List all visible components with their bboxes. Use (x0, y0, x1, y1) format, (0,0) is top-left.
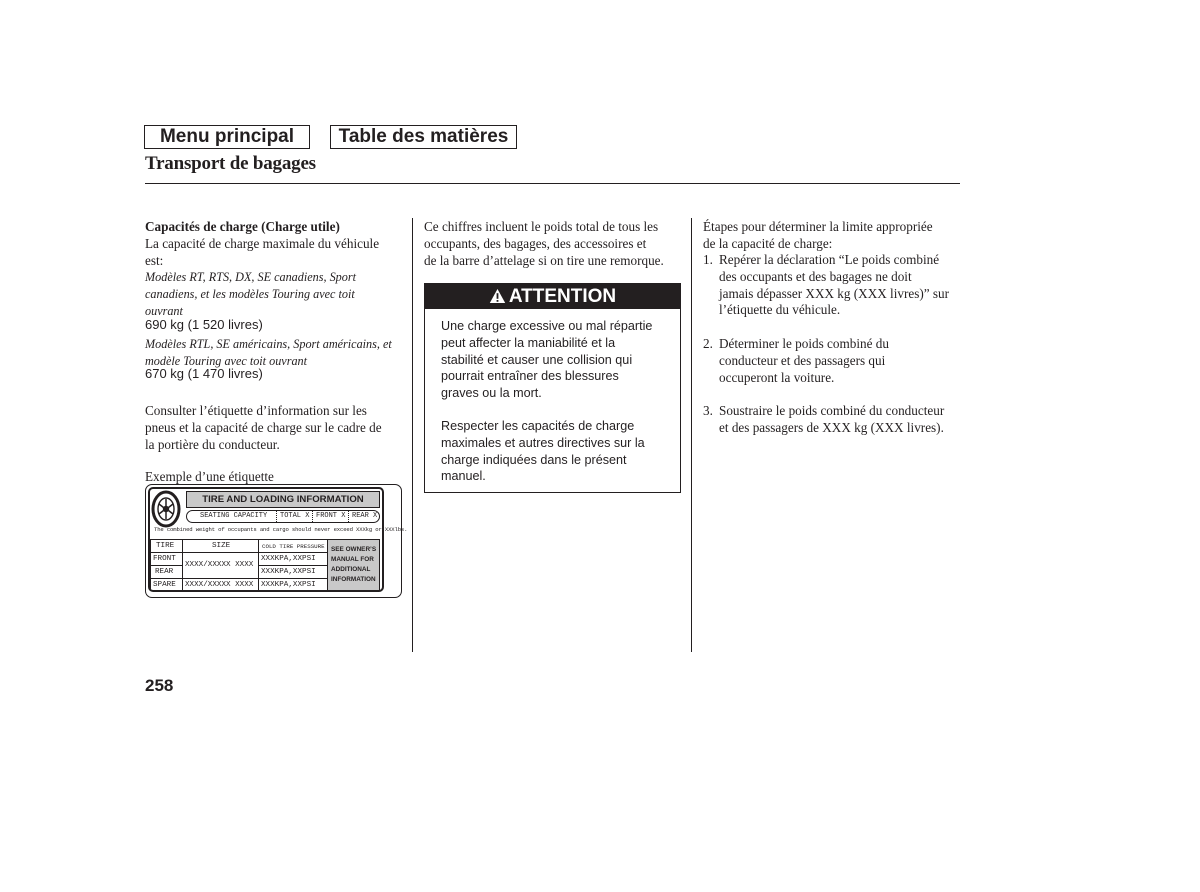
front-rear-size: XXXX/XXXXX XXXX (185, 561, 254, 569)
see-owners-text (331, 545, 376, 585)
models-line: modèle Touring avec toit ouvrant (145, 353, 308, 368)
steps-intro-line: de la capacité de charge: (703, 235, 833, 251)
front-pressure: XXXKPA,XXPSI (261, 555, 316, 563)
seating-rear: REAR X (352, 512, 378, 520)
attention-header (425, 284, 680, 309)
row-rear-tire: REAR (155, 568, 174, 576)
attention-line: Respecter les capacités de charge (441, 419, 635, 433)
models-group-2 (145, 336, 392, 370)
models-line: Modèles RT, RTS, DX, SE canadiens, Sport (145, 270, 357, 284)
page-number: 258 (145, 676, 174, 695)
header-divider (145, 183, 960, 184)
example-label-caption: Exemple d’une étiquette (145, 469, 274, 484)
column-divider-1 (412, 218, 413, 652)
step-number: 3. (703, 403, 713, 418)
step-1 (703, 252, 963, 319)
attention-paragraph-1 (441, 318, 666, 402)
capacity-intro (145, 236, 379, 270)
see-owners-line: INFORMATION (331, 576, 376, 583)
step-line: conducteur et des passagers qui (719, 352, 886, 368)
models-line: ouvrant (145, 303, 183, 318)
step-line: des occupants et des bagages ne doit (719, 268, 912, 284)
header-tire: TIRE (156, 542, 175, 550)
consult-line: Consulter l’étiquette d’information sur les (145, 403, 367, 418)
step-line: Soustraire le poids combiné du conducteur (719, 403, 945, 418)
totals-line: Ce chiffres incluent le poids total de tous les (424, 219, 659, 234)
warning-icon (489, 288, 506, 304)
tire-icon (149, 489, 184, 529)
totals-line: occupants, des bagages, des accessoires et (424, 235, 647, 251)
attention-paragraph-2 (441, 418, 666, 485)
totals-line: de la barre d’attelage si on tire une remorque. (424, 252, 664, 268)
models-group-1 (145, 269, 356, 319)
row-front-tire: FRONT (153, 555, 176, 563)
capacity-intro-line: La capacité de charge maximale du véhicule (145, 236, 380, 251)
combined-weight-notice: The combined weight of occupants and cargo should never exceed XXXkg or XXXlbs. (154, 526, 408, 533)
steps-intro-line: Étapes pour déterminer la limite appropriée (703, 219, 933, 234)
attention-line: peut affecter la maniabilité et la (441, 335, 616, 350)
seating-total: TOTAL X (280, 512, 310, 520)
seating-separator (348, 511, 349, 522)
seating-front: FRONT X (316, 512, 346, 520)
totals-paragraph (424, 219, 664, 269)
models-line: canadiens, et les modèles Touring avec toit (145, 286, 355, 301)
attention-line: manuel. (441, 469, 486, 484)
tire-table-divider (182, 540, 183, 590)
capacity-value-2: 670 kg (1 470 livres) (145, 366, 263, 381)
seating-separator (312, 511, 313, 522)
attention-line: charge indiquées dans le présent (441, 452, 627, 467)
attention-line: maximales et autres directives sur la (441, 435, 645, 450)
step-line: occuperont la voiture. (719, 369, 835, 385)
attention-line: stabilité et causer une collision qui (441, 352, 633, 367)
step-line: l’étiquette du véhicule. (719, 302, 841, 318)
capacity-intro-line: est: (145, 252, 164, 268)
header-pressure: COLD TIRE PRESSURE (262, 543, 325, 550)
tire-label-title: TIRE AND LOADING INFORMATION (186, 491, 380, 508)
capacity-heading: Capacités de charge (Charge utile) (145, 219, 340, 234)
see-owners-line: SEE OWNER’S (331, 546, 377, 553)
step-2 (703, 336, 963, 386)
consult-line: la portière du conducteur. (145, 436, 280, 452)
table-des-matieres-button[interactable]: Table des matières (330, 125, 517, 149)
capacity-value-1: 690 kg (1 520 livres) (145, 317, 263, 332)
step-line: Repérer la déclaration “Le poids combiné (719, 252, 940, 267)
step-3 (703, 403, 968, 437)
menu-principal-button[interactable]: Menu principal (144, 125, 310, 149)
step-line: Déterminer le poids combiné du (719, 336, 889, 351)
step-line: et des passagers de XXX kg (XXX livres). (719, 419, 944, 435)
consult-paragraph (145, 403, 382, 453)
spare-pressure: XXXKPA,XXPSI (261, 581, 316, 589)
column-divider-2 (691, 218, 692, 652)
attention-line: pourrait entraîner des blessures (441, 369, 619, 384)
attention-box (424, 283, 681, 493)
rear-pressure: XXXKPA,XXPSI (261, 568, 316, 576)
step-line: jamais dépasser XXX kg (XXX livres)” sur (719, 285, 949, 301)
section-title: Transport de bagages (145, 153, 316, 174)
spare-size: XXXX/XXXXX XXXX (185, 581, 254, 589)
see-owners-line: ADDITIONAL (331, 566, 371, 573)
attention-line: Une charge excessive ou mal répartie (441, 319, 653, 333)
see-owners-line: MANUAL FOR (331, 556, 374, 563)
steps-intro (703, 219, 933, 253)
models-line: Modèles RTL, SE américains, Sport américains, et (145, 337, 392, 351)
step-number: 2. (703, 336, 713, 351)
seating-separator (276, 511, 277, 522)
attention-line: graves ou la mort. (441, 386, 542, 401)
consult-line: pneus et la capacité de charge sur le cadre de (145, 419, 382, 435)
step-number: 1. (703, 252, 713, 267)
row-spare-tire: SPARE (153, 581, 176, 589)
header-size: SIZE (212, 542, 231, 550)
attention-title: ATTENTION (508, 286, 617, 307)
seating-capacity-label: SEATING CAPACITY (200, 512, 268, 520)
